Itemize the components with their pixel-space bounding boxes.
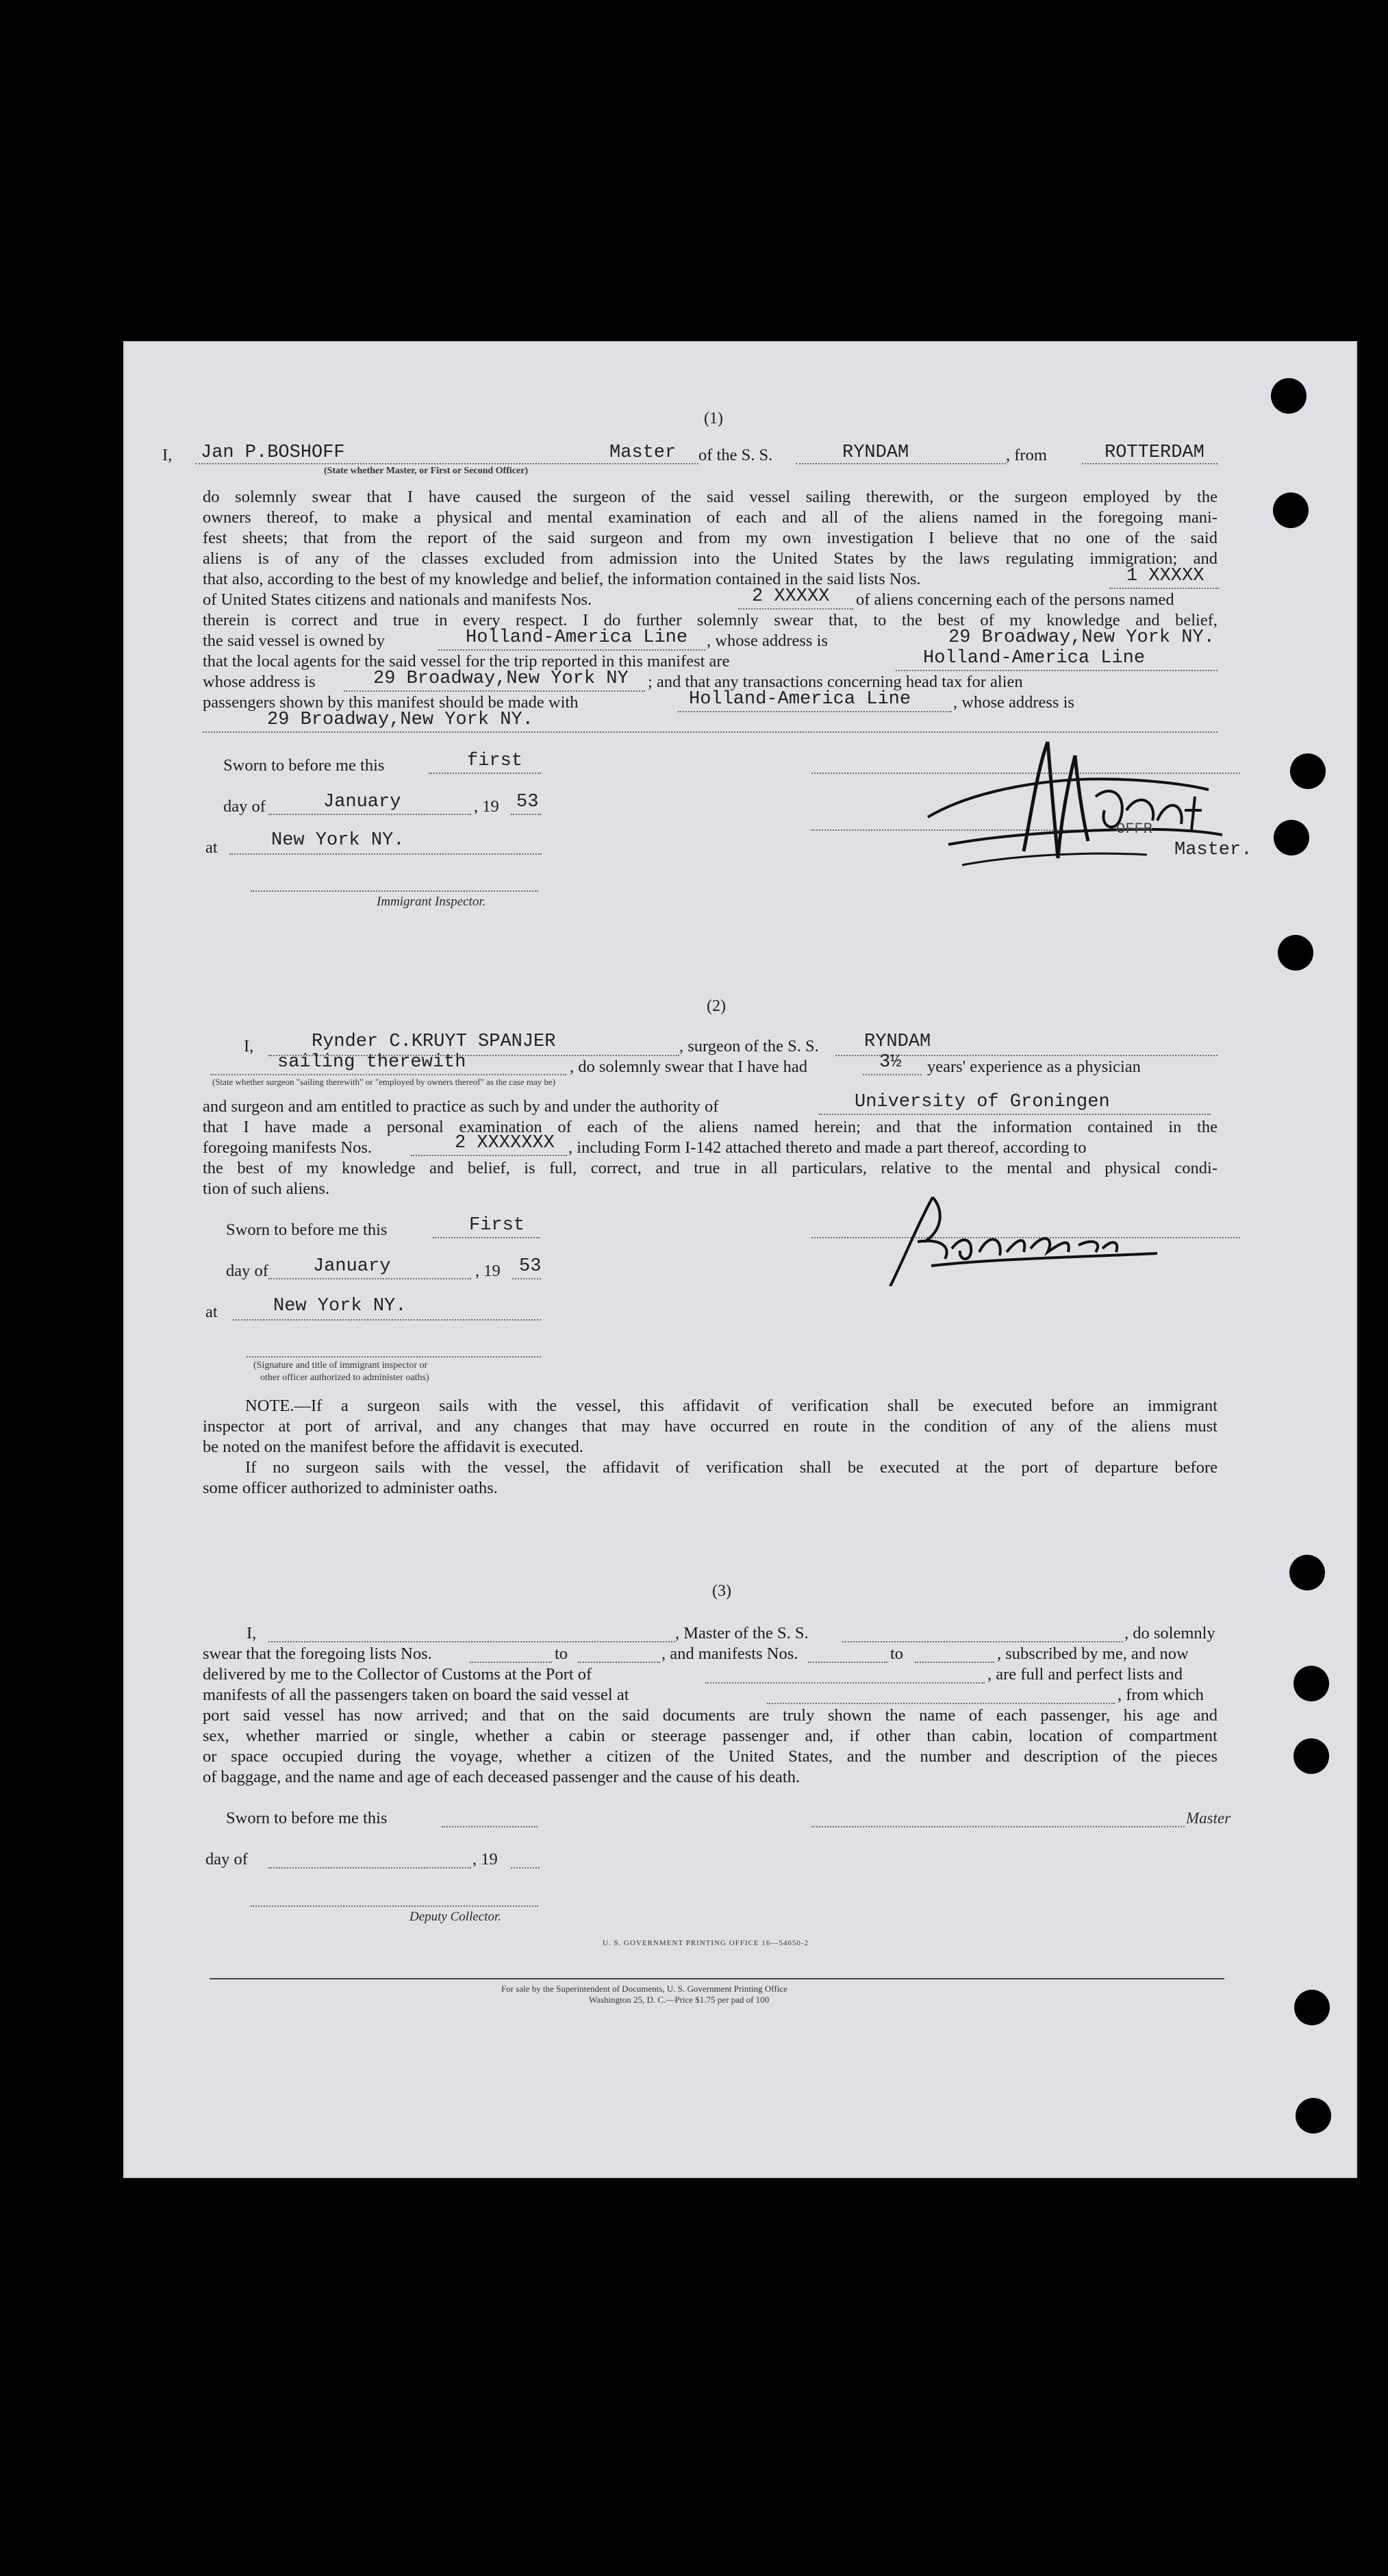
sale-line-1: For sale by the Superintendent of Documents, U. S. Government Printing Office	[501, 1984, 787, 1994]
note-line-5: some officer authorized to administer oaths.	[203, 1479, 498, 1497]
lists-nos-field: 1 XXXXX	[1126, 566, 1204, 586]
immigrant-inspector-label: Immigrant Inspector.	[377, 895, 486, 909]
sec2-sworn-day: First	[469, 1215, 525, 1236]
sec3-line-4b: , from which	[1118, 1686, 1204, 1704]
surgeon-signature	[876, 1184, 1164, 1286]
from-port-field: ROTTERDAM	[1105, 442, 1204, 463]
section-3-number: (3)	[712, 1582, 731, 1600]
sec3-line-7: or space occupied during the voyage, whether a citizen of the United States, and the number and description of the pieces	[203, 1747, 1217, 1766]
sec2-i: I,	[244, 1037, 254, 1055]
sec2-line-4: the best of my knowledge and belief, is full, correct, and true in all particulars, relative to the mental and physical condi-	[203, 1159, 1217, 1177]
sec2-swear: , do solemnly swear that I have had	[570, 1058, 807, 1076]
punch-hole	[1296, 2098, 1331, 2134]
sec1-year-prefix: , 19	[474, 797, 499, 816]
punch-hole	[1290, 753, 1326, 789]
sale-line-2: Washington 25, D. C.—Price $1.75 per pad of 100	[589, 1994, 770, 2005]
sec2-month: January	[313, 1256, 391, 1277]
punch-hole	[1273, 492, 1309, 528]
sec1-line-1: do solemnly swear that I have caused the surgeon of the said vessel sailing therewith, or the surgeon employed by the	[203, 488, 1217, 506]
agents-address-field: 29 Broadway,New York NY	[373, 668, 629, 689]
master-title: Master.	[1174, 840, 1252, 860]
sec3-master-label: Master	[1186, 1810, 1231, 1827]
deputy-collector-label: Deputy Collector.	[409, 1910, 502, 1924]
surgeon-name-field: Rynder C.KRUYT SPANJER	[312, 1031, 556, 1052]
sec3-line-2c: , and manifests Nos.	[661, 1645, 798, 1663]
owner-field: Holland-America Line	[466, 627, 688, 648]
sig-note-2: other officer authorized to administer oaths)	[260, 1373, 429, 1383]
sec1-line-2: owners thereof, to make a physical and mental examination of each and all of the aliens named in the foregoing mani-	[203, 508, 1217, 527]
punch-hole	[1294, 1738, 1329, 1774]
section-2-number: (2)	[707, 997, 726, 1015]
sec3-line-2b: to	[555, 1645, 568, 1663]
authority-field: University of Groningen	[855, 1092, 1110, 1112]
sec1-line-8c: , whose address is	[707, 632, 828, 650]
sec2-ship-field: RYNDAM	[864, 1031, 931, 1052]
sec2-exp: years' experience as a physician	[927, 1058, 1141, 1076]
sec1-line-3: fest sheets; that from the report of the said surgeon and from my own investigation I believe that no one of the said	[203, 529, 1217, 547]
sec3-line-3b: , are full and perfect lists and	[987, 1665, 1183, 1684]
sailing-note: (State whether surgeon "sailing therewith" or "employed by owners thereof" as the case may be)	[212, 1077, 556, 1087]
sec2-year: 53	[519, 1256, 542, 1277]
note-line-4: If no surgeon sails with the vessel, the affidavit of verification shall be executed at the port of departure before	[245, 1458, 1217, 1477]
punch-hole	[1289, 1555, 1325, 1590]
sec1-line-6c: of aliens concerning each of the persons named	[856, 590, 1174, 609]
sec3-line-5: port said vessel has now arrived; and that on the said documents are truly shown the name of each passenger, his age and	[203, 1706, 1217, 1725]
from-label: , from	[1006, 446, 1047, 464]
sec2-line-3c: , including Form I-142 attached thereto and made a part thereof, according to	[568, 1138, 1087, 1157]
sec3-line-3a: delivered by me to the Collector of Customs at the Port of	[203, 1665, 592, 1684]
sec2-line-2: that I have made a personal examination of each of the aliens named herein; and that the information contained in the	[203, 1118, 1217, 1136]
sec1-line-8a: the said vessel is owned by	[203, 632, 386, 650]
master-name-field: Jan P.BOSHOFF	[201, 442, 345, 463]
sig-note-1: (Signature and title of immigrant inspector or	[253, 1360, 428, 1371]
sec3-line-6: sex, whether married or single, whether a cabin or steerage passenger and, if other than cabin, location of compartment	[203, 1727, 1217, 1745]
agents-field: Holland-America Line	[923, 648, 1146, 668]
sec2-line-1a: and surgeon and am entitled to practice as such by and under the authority of	[203, 1097, 719, 1116]
years-field: 3½	[879, 1052, 902, 1073]
sec3-year-prefix: , 19	[472, 1850, 498, 1868]
sec3-line-8: of baggage, and the name and age of each deceased passenger and the cause of his death.	[203, 1768, 800, 1786]
sec1-line-7: therein is correct and true in every respect. I do further solemnly swear that, to the best of my knowledge and belief,	[203, 611, 1217, 629]
rank-note: (State whether Master, or First or Second Officer)	[324, 466, 529, 476]
sec1-month: January	[323, 792, 401, 812]
gpo-imprint: U. S. GOVERNMENT PRINTING OFFICE 16—54650-2	[603, 1939, 809, 1947]
headtax-address-field: 29 Broadway,New York NY.	[267, 710, 533, 730]
sec1-line-10a: whose address is	[203, 673, 316, 691]
of-ss-label: of the S. S.	[698, 446, 773, 464]
sec1-line-11c: , whose address is	[953, 693, 1074, 712]
sec1-dayof-label: day of	[223, 797, 266, 816]
owner-address-field: 29 Broadway,New York NY.	[948, 627, 1215, 648]
sec2-sworn-label: Sworn to before me this	[226, 1221, 388, 1239]
sec1-year: 53	[516, 792, 539, 812]
headtax-agent-field: Holland-America Line	[689, 689, 911, 710]
sec1-at-label: at	[205, 838, 218, 857]
sec3-sworn-label: Sworn to before me this	[226, 1809, 388, 1827]
master-rank-field: Master	[609, 442, 677, 463]
sec3-line-2a: swear that the foregoing lists Nos.	[203, 1645, 432, 1663]
note-line-1: NOTE.—If a surgeon sails with the vessel, this affidavit of verification shall be executed before an immigrant	[245, 1397, 1217, 1415]
punch-hole	[1294, 1990, 1330, 2025]
sec1-line-9a: that the local agents for the said vessel for the trip reported in this manifest are	[203, 652, 730, 671]
sec1-line-5: that also, according to the best of my knowledge and belief, the information contained in the said lists Nos.	[203, 570, 921, 588]
sec1-sworn-day: first	[467, 751, 523, 771]
sec1-i: I,	[162, 446, 173, 464]
punch-hole	[1271, 378, 1307, 414]
sec2-surgeon-of: , surgeon of the S. S.	[679, 1037, 819, 1055]
punch-hole	[1274, 820, 1309, 855]
sec1-line-11a: passengers shown by this manifest should be made with	[203, 693, 579, 712]
sec1-line-6a: of United States citizens and nationals and manifests Nos.	[203, 590, 592, 609]
manifest-nos-field: 2 XXXXX	[752, 586, 830, 607]
sec2-at-label: at	[205, 1303, 218, 1321]
sec3-line-2d: to	[890, 1645, 904, 1663]
sec3-line-1c: , do solemnly	[1124, 1624, 1215, 1642]
sec2-place: New York NY.	[273, 1296, 407, 1316]
sec3-line-1a: I,	[247, 1624, 257, 1642]
sec3-line-2e: , subscribed by me, and now	[997, 1645, 1189, 1663]
sec2-line-3a: foregoing manifests Nos.	[203, 1138, 372, 1157]
sec1-line-10c: ; and that any transactions concerning head tax for alien	[648, 673, 1023, 691]
sec1-place: New York NY.	[271, 830, 405, 851]
sec2-manifest-field: 2 XXXXXXX	[455, 1133, 555, 1153]
note-line-3: be noted on the manifest before the affidavit is executed.	[203, 1438, 584, 1456]
sec3-line-4a: manifests of all the passengers taken on board the said vessel at	[203, 1686, 629, 1704]
note-line-2: inspector at port of arrival, and any changes that may have occurred en route in the condition of any of the aliens must	[203, 1417, 1217, 1436]
sec2-line-5: tion of such aliens.	[203, 1179, 330, 1198]
sec3-line-1b: , Master of the S. S.	[675, 1624, 809, 1642]
sec2-dayof-label: day of	[226, 1262, 268, 1280]
sailing-field: sailing therewith	[277, 1052, 466, 1073]
manifest-affidavit-page: (1) I, Jan P.BOSHOFF Master of the S. S. RYNDAM , from ROTTERDAM (State whether Master, or First or Second Officer) do solemnly swear that I have caused the surgeon of the said vessel sailing therewith, or the surgeon employed by the owners thereof, to make a physical and mental examination of each and all of the aliens named in the foregoing mani- fest sheets; that from the report of the said surgeon and from my own investigation I believe that no one of the said aliens is of any of the classes excluded from admission into the United States by the laws regulating immigration; and that also, according to the best of my knowledge and belief, the information contained in the said lists Nos. 1 XXXXX of United States citizens and nationals and manifests Nos. 2 XXXXX of aliens concerning each of the persons named therein is correct and true in every respect. I do further solemnly swear that, to the best of my knowledge and belief, the said vessel is owned by Holland-America Line , whose address is 29 Broadway,New York NY. that the local agents for the said vessel for the trip reported in this manifest are Holland-America Line whose address is 29 Broadway,New York NY ; and that any transactions concerning head tax for alien passengers shown by this manifest should be made with Holland-America Line , whose address is 29 Broadway,New York NY. Sworn to before me this first day of January , 19 53 at New York NY. Immigrant Inspector. OFFR Master. (2) I, Rynder C.KRUYT SPANJER , surgeon of the S. S. RYNDAM sailing therewith , do solemnly swear that I have had 3½ years' experience as a physician (State whether surgeon "sailing therewith" or "employed by owners thereof" as the case may be) and surgeon and am entitled to practice as such by and under the authority of University of Groningen that I have made a personal examination of each of the aliens named herein; and that the information contained in the foregoing manifests Nos. 2 XXXXXXX , including Form I-142 attached thereto and made a part thereof, according to the best of my knowledge and belief, is full, correct, and true in all particulars, relative to the mental and physical condi- tion of such aliens. Sworn to before me this First day of January , 19 53 at New York NY. (Signature and title of immigrant inspector or other officer authorized to administer oaths) NOTE.—If a surgeon sails with the vessel, this affidavit of verification shall be executed before an immigrant inspector at port of arrival, and any changes that may have occurred en route in the condition of any of the aliens must be noted on the manifest before the affidavit is executed. If no surgeon sails with the vessel, the affidavit of verification shall be executed at the port of departure before some officer authorized to administer oaths. (3) I, , Master of the S. S. , do solemnly swear that the foregoing lists Nos. to , and manifests Nos. to , subscribed by me, and now delivered by me to the Collector of Customs at the Port of , are full and perfect lists and manifests of all the passengers taken on board the said vessel at , from which port said vessel has now arrived; and that on the said documents are truly shown the name of each passenger, his age and sex, whether married or single, whether a cabin or steerage passenger and, if other than cabin, location of compartment or space occupied during the voyage, whether a citizen of the United States, and the number and description of the pieces of baggage, and the name and age of each deceased passenger and the cause of his death. Sworn to before me this Master day of , 19 Deputy Collector. U. S. GOVERNMENT PRINTING OFFICE 16—54650-2 For sale by the Superintendent of Documents, U. S. Government Printing Office Washington 25, D. C.—Price $1.75 per pad of 100	[123, 341, 1357, 2178]
section-1-number: (1)	[704, 410, 723, 427]
sec3-dayof-label: day of	[205, 1850, 248, 1868]
sec2-year-prefix: , 19	[475, 1262, 501, 1280]
ship-name-field: RYNDAM	[842, 442, 909, 463]
sec1-line-4: aliens is of any of the classes excluded from admission into the United States by the laws regulating immigration; and	[203, 549, 1217, 568]
sec1-sworn-label: Sworn to before me this	[223, 756, 385, 775]
punch-hole	[1294, 1666, 1329, 1701]
punch-hole	[1278, 935, 1313, 971]
